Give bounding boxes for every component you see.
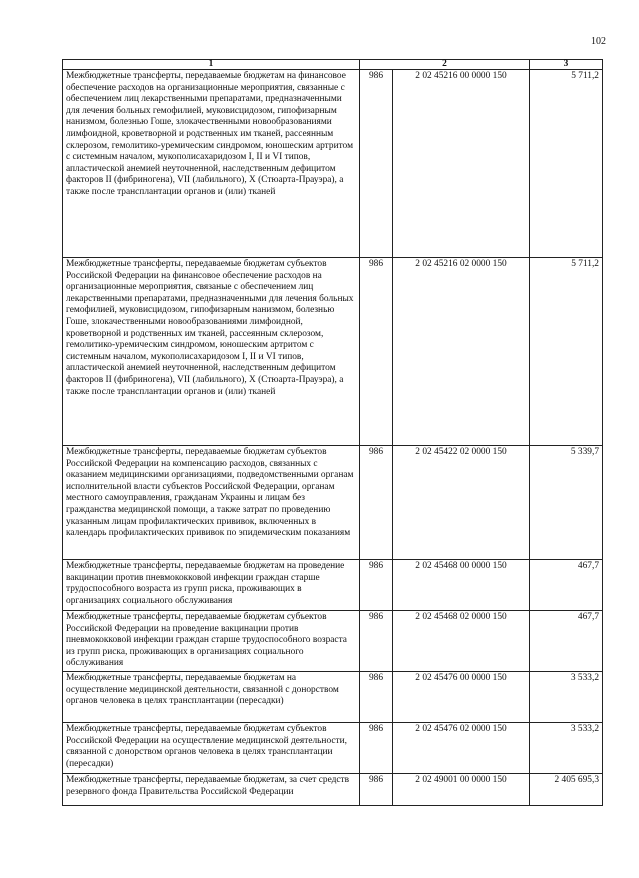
row-budget-code: 2 02 45468 02 0000 150 bbox=[393, 611, 530, 672]
row-amount: 3 533,2 bbox=[530, 722, 603, 773]
row-amount: 3 533,2 bbox=[530, 671, 603, 722]
row-admin-code: 986 bbox=[360, 722, 393, 773]
row-budget-code: 2 02 45216 02 0000 150 bbox=[393, 258, 530, 446]
table-row bbox=[63, 258, 603, 446]
row-admin-code: 986 bbox=[360, 773, 393, 805]
row-budget-code: 2 02 45422 02 0000 150 bbox=[393, 446, 530, 560]
row-description: Межбюджетные трансферты, передаваемые бюджетам на осуществление медицинской деятельности, связанной с донорством органов человека в целях трансплантации (пересадки) bbox=[63, 671, 360, 722]
row-admin-code: 986 bbox=[360, 70, 393, 258]
row-admin-code: 986 bbox=[360, 611, 393, 672]
row-budget-code: 2 02 49001 00 0000 150 bbox=[393, 773, 530, 805]
row-description: Межбюджетные трансферты, передаваемые бюджетам на проведение вакцинации против пневмококковой инфекции граждан старше трудоспособного возраста из групп риска, проживающих в организациях социального обслуживания bbox=[63, 560, 360, 611]
row-amount: 5 711,2 bbox=[530, 70, 603, 258]
table-row bbox=[63, 446, 603, 560]
table-header-row bbox=[63, 60, 603, 70]
row-admin-code: 986 bbox=[360, 258, 393, 446]
header-col-3: 3 bbox=[530, 60, 603, 70]
page-number: 102 bbox=[591, 36, 606, 47]
row-description: Межбюджетные трансферты, передаваемые бюджетам субъектов Российской Федерации на проведение вакцинации против пневмококковой инфекции граждан старше трудоспособного возраста из групп риска, проживающих в организациях социального обслуживания bbox=[63, 611, 360, 672]
table-row bbox=[63, 671, 603, 722]
table-row bbox=[63, 560, 603, 611]
table-row bbox=[63, 611, 603, 672]
row-budget-code: 2 02 45476 02 0000 150 bbox=[393, 722, 530, 773]
row-description: Межбюджетные трансферты, передаваемые бюджетам субъектов Российской Федерации на осуществление медицинской деятельности, связанной с донорством органов человека в целях трансплантации (пересадки) bbox=[63, 722, 360, 773]
table-row bbox=[63, 722, 603, 773]
row-description: Межбюджетные трансферты, передаваемые бюджетам субъектов Российской Федерации на компенсацию расходов, связанных с оказанием медицинскими организациями, подведомственными органам исполнительной власти субъектов Российской Федерации, органам местного самоуправления, гражданам Украины и лицам без гражданства медицинской помощи, а также затрат по проведению указанным лицам профилактических прививок, включенных в календарь профилактических прививок по эпидемическим показаниям bbox=[63, 446, 360, 560]
budget-table bbox=[62, 59, 603, 806]
row-admin-code: 986 bbox=[360, 446, 393, 560]
row-description: Межбюджетные трансферты, передаваемые бюджетам, за счет средств резервного фонда Правительства Российской Федерации bbox=[63, 773, 360, 805]
row-budget-code: 2 02 45476 00 0000 150 bbox=[393, 671, 530, 722]
table-row bbox=[63, 773, 603, 805]
row-budget-code: 2 02 45468 00 0000 150 bbox=[393, 560, 530, 611]
row-description: Межбюджетные трансферты, передаваемые бюджетам на финансовое обеспечение расходов на организационные мероприятия, связанные с обеспечением лиц лекарственными препаратами, предназначенными для лечения больных гемофилией, муковисцидозом, гипофизарным нанизмом, болезнью Гоше, злокачественными новообразованиями лимфоидной, кроветворной и родственных им тканей, рассеянным склерозом, гемолитико-уремическим синдромом, юношеским артритом с системным началом, мукополисахаридозом I, II и VI типов, апластической анемией неуточненной, наследственным дефицитом факторов II (фибриногена), VII (лабильного), X (Стюарта-Прауэра), а также после трансплантации органов и (или) тканей bbox=[63, 70, 360, 258]
row-amount: 467,7 bbox=[530, 611, 603, 672]
table-row bbox=[63, 70, 603, 258]
row-description: Межбюджетные трансферты, передаваемые бюджетам субъектов Российской Федерации на финансовое обеспечение расходов на организационные мероприятия, связаные с обеспечением лиц лекарственными препаратами, предназначенными для лечения больных гемофилией, муковисцидозом, гипофизарным нанизмом, болезнью Гоше, злокачественными новообразованиями лимфоидной, кроветворной и родственных им тканей, рассеянным склерозом, гемолитико-уремическим синдромом, юношеским артритом с системным началом, мукополисахаридозом I, II и VI типов, апластической анемией неуточненной, наследственным дефицитом факторов II (фибриногена), VII (лабильного), X (Стюарта-Прауэра), а также после трансплантации органов и (или) тканей bbox=[63, 258, 360, 446]
row-admin-code: 986 bbox=[360, 560, 393, 611]
header-col-2: 2 bbox=[360, 60, 530, 70]
header-col-1: 1 bbox=[63, 60, 360, 70]
row-amount: 467,7 bbox=[530, 560, 603, 611]
row-amount: 5 339,7 bbox=[530, 446, 603, 560]
row-amount: 5 711,2 bbox=[530, 258, 603, 446]
row-budget-code: 2 02 45216 00 0000 150 bbox=[393, 70, 530, 258]
row-amount: 2 405 695,3 bbox=[530, 773, 603, 805]
row-admin-code: 986 bbox=[360, 671, 393, 722]
